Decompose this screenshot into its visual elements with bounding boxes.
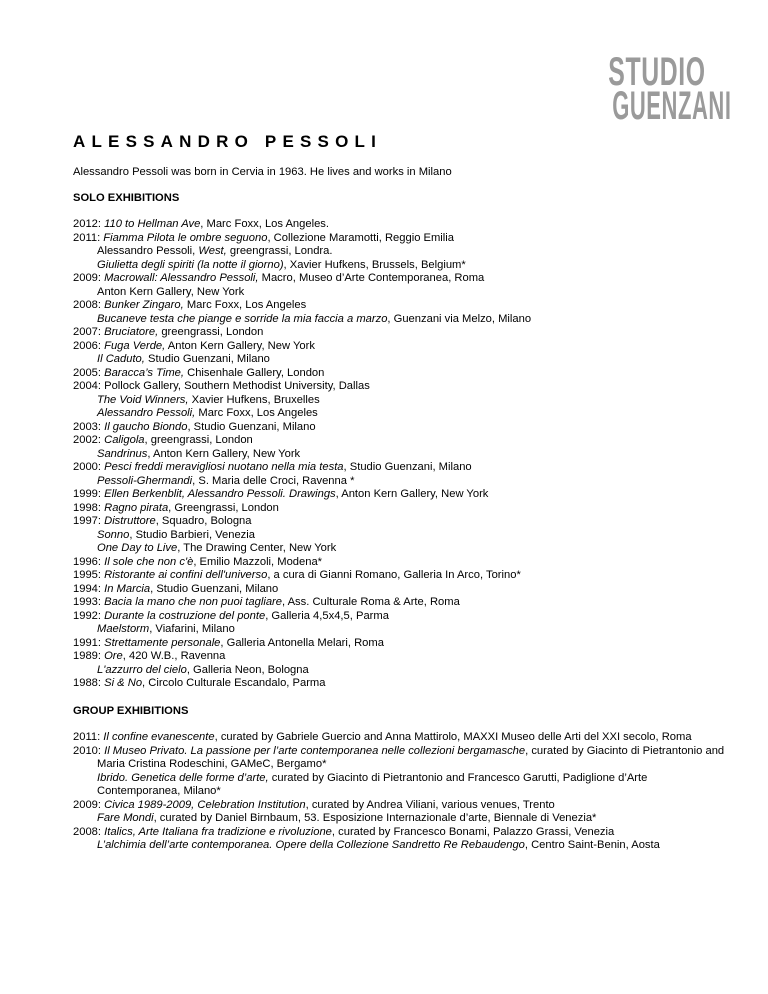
solo-exhibition-entry (73, 529, 733, 543)
exhibition-title: Sandrinus (97, 447, 148, 460)
logo-line-studio: STUDIO (608, 50, 706, 94)
exhibition-venue: , Galleria Antonella Melari, Roma (220, 636, 384, 649)
exhibition-venue: , curated by Gabriele Guercio and Anna Mattirolo, MAXXI Museo delle Arti del XXI secolo, Roma (214, 731, 692, 743)
solo-exhibitions-heading: SOLO EXHIBITIONS (73, 191, 180, 204)
exhibition-title: Il Museo Privato. La passione per l’arte contemporanea nelle collezioni bergamasche (104, 744, 526, 757)
artist-bio: Alessandro Pessoli was born in Cervia in 1963. He lives and works in Milano (73, 166, 452, 178)
exhibition-venue: , Squadro, Bologna (155, 515, 252, 527)
solo-exhibition-entry: 2012: 110 to Hellman Ave, Marc Foxx, Los Angeles. (73, 218, 330, 230)
solo-exhibitions-list (73, 218, 733, 691)
exhibition-year: 2009 (73, 272, 98, 284)
solo-exhibition-entry (73, 623, 733, 637)
exhibition-venue: , greengrassi, London (144, 434, 253, 446)
solo-exhibition-entry: 2007: Bruciatore, greengrassi, London (73, 326, 264, 338)
solo-exhibition-entry (73, 353, 733, 367)
exhibition-title: Si & No (104, 677, 143, 689)
studio-guenzani-logo (587, 50, 732, 128)
exhibition-year: 2005 (73, 366, 98, 379)
solo-exhibition-entry: 2009: Macrowall: Alessandro Pessoli, Macro, Museo d’Arte Contemporanea, Roma (73, 272, 485, 284)
solo-exhibition-entry (73, 286, 733, 300)
exhibition-title: Sonno (97, 528, 130, 541)
exhibition-venue: , The Drawing Center, New York (177, 542, 337, 554)
exhibition-year: 1996 (73, 555, 98, 568)
exhibition-venue: , curated by Daniel Birnbaum, 53. Esposizione Internazionale d’arte, Biennale di Venezia* (153, 812, 597, 824)
solo-exhibition-entry (73, 259, 733, 273)
exhibition-venue: , Greengrassi, London (168, 501, 279, 514)
exhibition-venue: , Studio Guenzani, Milano (187, 420, 316, 433)
group-exhibition-entry (73, 812, 733, 826)
solo-exhibition-entry: 2005: Baracca’s Time, Chisenhale Gallery, London (73, 366, 325, 379)
exhibition-title: Baracca’s Time, (104, 366, 185, 379)
solo-exhibition-entry: 1992: Durante la costruzione del ponte, Galleria 4,5x4,5, Parma (73, 609, 389, 622)
solo-exhibition-entry (73, 394, 733, 408)
exhibition-year: 2008 (73, 825, 98, 838)
exhibition-year: 1991 (73, 636, 98, 649)
exhibition-title: Bunker Zingaro, (104, 299, 184, 311)
exhibition-venue: Studio Guenzani, Milano (144, 353, 270, 365)
solo-exhibition-entry: 2002: Caligola, greengrassi, London (73, 434, 253, 446)
exhibition-title: Pessoli-Ghermandi (97, 474, 193, 487)
exhibition-venue: , Galleria Neon, Bologna (186, 663, 309, 676)
exhibition-title: L’alchimia dell’arte contemporanea. Opere della Collezione Sandretto Re Rebaudengo (97, 839, 525, 851)
exhibition-year: 1993 (73, 596, 98, 608)
exhibition-title: Macrowall: Alessandro Pessoli, (104, 272, 259, 284)
exhibition-year: 1992 (73, 609, 98, 622)
exhibition-title: Caligola (104, 434, 145, 446)
group-exhibition-entry (73, 839, 733, 853)
exhibition-year: 2007 (73, 326, 98, 338)
solo-exhibition-entry (73, 542, 733, 556)
exhibition-title: Bruciatore, (104, 326, 159, 338)
exhibition-venue: Marc Foxx, Los Angeles (195, 407, 318, 419)
exhibition-venue: Chisenhale Gallery, London (184, 366, 325, 379)
exhibition-year: 2009 (73, 798, 98, 811)
exhibition-title: Ragno pirata (104, 501, 169, 514)
exhibition-venue: , curated by Francesco Bonami, Palazzo Grassi, Venezia (331, 825, 615, 838)
solo-exhibition-entry: 2006: Fuga Verde, Anton Kern Gallery, New York (73, 339, 315, 352)
exhibition-title: Durante la costruzione del ponte (104, 609, 266, 622)
exhibition-title: Ristorante ai confini dell'universo (104, 569, 268, 581)
exhibition-title: Il gaucho Biondo (104, 420, 188, 433)
exhibition-venue: , Galleria 4,5x4,5, Parma (265, 609, 389, 622)
exhibition-title: L'azzurro del cielo (97, 663, 187, 676)
exhibition-venue: , curated by Andrea Viliani, various venues, Trento (305, 798, 555, 811)
exhibition-title: Fiamma Pilota le ombre seguono (103, 231, 268, 244)
exhibition-venue: Pollock Gallery, Southern Methodist University, Dallas (104, 380, 370, 392)
exhibition-title: Il sole che non c'è (104, 555, 194, 568)
exhibition-title: Il Caduto, (97, 353, 145, 365)
solo-exhibition-entry: 2004: Pollock Gallery, Southern Methodist University, Dallas (73, 380, 370, 392)
exhibition-venue: , Marc Foxx, Los Angeles. (200, 218, 330, 230)
exhibition-title: Distruttore (104, 515, 156, 527)
exhibition-venue: greengrassi, London (158, 326, 264, 338)
solo-exhibition-entry: 2008: Bunker Zingaro, Marc Foxx, Los Angeles (73, 299, 307, 311)
exhibition-year: 2012 (73, 218, 98, 230)
group-exhibition-entry: 2010: Il Museo Privato. La passione per l’arte contemporanea nelle collezioni bergamasche, curated by Giacinto di Pietrantonio and Maria Cristina Rodeschini, GAMeC, Bergamo* (73, 744, 725, 770)
solo-exhibition-entry: 1994: In Marcia, Studio Guenzani, Milano (73, 582, 279, 595)
exhibition-title: Bucaneve testa che piange e sorride la mia faccia a marzo (97, 312, 388, 325)
exhibition-title: Italics, Arte Italiana fra tradizione e rivoluzione (104, 825, 332, 838)
exhibition-prefix: Alessandro Pessoli, (97, 245, 199, 257)
group-exhibitions-list (73, 731, 733, 853)
exhibition-title: Bacia la mano che non puoi tagliare (104, 596, 282, 608)
exhibition-venue: Anton Kern Gallery, New York (165, 339, 315, 352)
exhibition-venue: greengrassi, Londra. (226, 245, 333, 257)
exhibition-title: The Void Winners, (97, 393, 189, 406)
exhibition-year: 1988 (73, 677, 98, 689)
solo-exhibition-entry: 1991: Strettamente personale, Galleria Antonella Melari, Roma (73, 636, 384, 649)
exhibition-title: 110 to Hellman Ave (104, 218, 201, 230)
solo-exhibition-entry (73, 664, 733, 678)
solo-exhibition-entry (73, 407, 733, 421)
solo-exhibition-entry (73, 313, 733, 327)
exhibition-venue: , Circolo Culturale Escandalo, Parma (142, 677, 326, 689)
exhibition-venue: , Emilio Mazzoli, Modena* (193, 555, 323, 568)
exhibition-venue: , Studio Guenzani, Milano (343, 461, 472, 473)
exhibition-title: Alessandro Pessoli, (97, 407, 196, 419)
exhibition-year: 1995 (73, 569, 98, 581)
exhibition-venue: Anton Kern Gallery, New York (97, 285, 245, 298)
solo-exhibition-entry: 1997: Distruttore, Squadro, Bologna (73, 515, 252, 527)
exhibition-venue: curated by Giacinto di Pietrantonio and Francesco Garutti, Padiglione d’Arte Contemporanea, Milano* (97, 771, 648, 797)
exhibition-title: Pesci freddi meravigliosi nuotano nella mia testa (104, 461, 344, 473)
solo-exhibition-entry: 2000: Pesci freddi meravigliosi nuotano nella mia testa, Studio Guenzani, Milano (73, 461, 472, 473)
solo-exhibition-entry: 1998: Ragno pirata, Greengrassi, London (73, 501, 279, 514)
exhibition-year: 2006 (73, 339, 98, 352)
exhibition-venue: , Studio Barbieri, Venezia (129, 528, 255, 541)
exhibition-year: 1994 (73, 582, 98, 595)
exhibition-title: Fuga Verde, (104, 339, 166, 352)
group-exhibition-entry: 2009: Civica 1989-2009, Celebration Institution, curated by Andrea Viliani, various venues, Trento (73, 798, 555, 811)
solo-exhibition-entry: 1999: Ellen Berkenblit, Alessandro Pessoli. Drawings, Anton Kern Gallery, New York (73, 488, 489, 500)
exhibition-venue: Xavier Hufkens, Bruxelles (188, 393, 320, 406)
exhibition-venue: , S. Maria delle Croci, Ravenna * (192, 474, 355, 487)
exhibition-venue: Marc Foxx, Los Angeles (183, 299, 307, 311)
solo-exhibition-entry (73, 475, 733, 489)
exhibition-year: 1989 (73, 650, 98, 662)
exhibition-year: 2002 (73, 434, 98, 446)
exhibition-year: 2000 (73, 461, 98, 473)
solo-exhibition-entry: 1996: Il sole che non c'è, Emilio Mazzoli, Modena* (73, 555, 323, 568)
group-exhibition-entry (73, 772, 733, 799)
exhibition-venue: , Anton Kern Gallery, New York (335, 488, 489, 500)
exhibition-year: 2003 (73, 420, 98, 433)
exhibition-title: Ellen Berkenblit, Alessandro Pessoli. Drawings (104, 488, 336, 500)
exhibition-title: West, (198, 245, 227, 257)
solo-exhibition-entry: 1989: Ore, 420 W.B., Ravenna (73, 650, 226, 662)
solo-exhibition-entry: 1988: Si & No, Circolo Culturale Escandalo, Parma (73, 677, 326, 689)
exhibition-title: Civica 1989-2009, Celebration Institution (104, 798, 306, 811)
exhibition-title: Fare Mondi (97, 812, 154, 824)
exhibition-title: Giulietta degli spiriti (la notte il giorno) (97, 258, 284, 271)
exhibition-year: 1997 (73, 515, 98, 527)
exhibition-venue: , a cura di Gianni Romano, Galleria In Arco, Torino* (267, 569, 521, 581)
exhibition-title: Maelstorm (97, 623, 150, 635)
artist-name-title: ALESSANDRO PESSOLI (73, 132, 383, 151)
exhibition-venue: , Viafarini, Milano (149, 623, 235, 635)
exhibition-venue: , curated by Giacinto di Pietrantonio and Maria Cristina Rodeschini, GAMeC, Bergamo* (97, 744, 725, 770)
solo-exhibition-entry: 1995: Ristorante ai confini dell'universo, a cura di Gianni Romano, Galleria In Arco, Torino* (73, 569, 521, 581)
exhibition-year: 1998 (73, 501, 98, 514)
solo-exhibition-entry: 2003: Il gaucho Biondo, Studio Guenzani, Milano (73, 420, 316, 433)
group-exhibition-entry: 2011: Il confine evanescente, curated by Gabriele Guercio and Anna Mattirolo, MAXXI Museo delle Arti del XXI secolo, Roma (73, 731, 692, 743)
group-exhibition-entry: 2008: Italics, Arte Italiana fra tradizione e rivoluzione, curated by Francesco Bonami, Palazzo Grassi, Venezia (73, 825, 615, 838)
solo-exhibition-entry: 1993: Bacia la mano che non puoi tagliare, Ass. Culturale Roma & Arte, Roma (73, 596, 460, 608)
exhibition-venue: , 420 W.B., Ravenna (122, 650, 226, 662)
exhibition-year: 2011 (73, 731, 98, 743)
exhibition-year: 2011 (73, 231, 98, 244)
exhibition-title: In Marcia (104, 582, 151, 595)
exhibition-title: Ore (104, 650, 123, 662)
exhibition-venue: , Guenzani via Melzo, Milano (387, 312, 532, 325)
exhibition-title: Il confine evanescente (103, 731, 215, 743)
exhibition-year: 2010 (73, 744, 98, 757)
exhibition-venue: , Xavier Hufkens, Brussels, Belgium* (283, 258, 466, 271)
exhibition-venue: , Anton Kern Gallery, New York (147, 447, 301, 460)
exhibition-venue: , Ass. Culturale Roma & Arte, Roma (281, 596, 460, 608)
exhibition-title: One Day to Live (97, 542, 178, 554)
exhibition-title: Ibrido. Genetica delle forme d’arte, (97, 771, 269, 784)
document-body (73, 166, 733, 853)
exhibition-venue: Macro, Museo d’Arte Contemporanea, Roma (258, 272, 485, 284)
exhibition-venue: , Centro Saint-Benin, Aosta (524, 839, 660, 851)
solo-exhibition-entry (73, 245, 733, 259)
group-exhibitions-heading: GROUP EXHIBITIONS (73, 704, 189, 717)
logo-line-guenzani: GUENZANI (612, 84, 732, 128)
exhibition-year: 2004 (73, 380, 98, 392)
exhibition-year: 2008 (73, 299, 98, 311)
exhibition-venue: , Studio Guenzani, Milano (150, 582, 279, 595)
solo-exhibition-entry: 2011: Fiamma Pilota le ombre seguono, Collezione Maramotti, Reggio Emilia (73, 231, 454, 244)
exhibition-year: 1999 (73, 488, 98, 500)
solo-exhibition-entry (73, 448, 733, 462)
exhibition-venue: , Collezione Maramotti, Reggio Emilia (267, 231, 454, 244)
exhibition-title: Strettamente personale (104, 636, 221, 649)
